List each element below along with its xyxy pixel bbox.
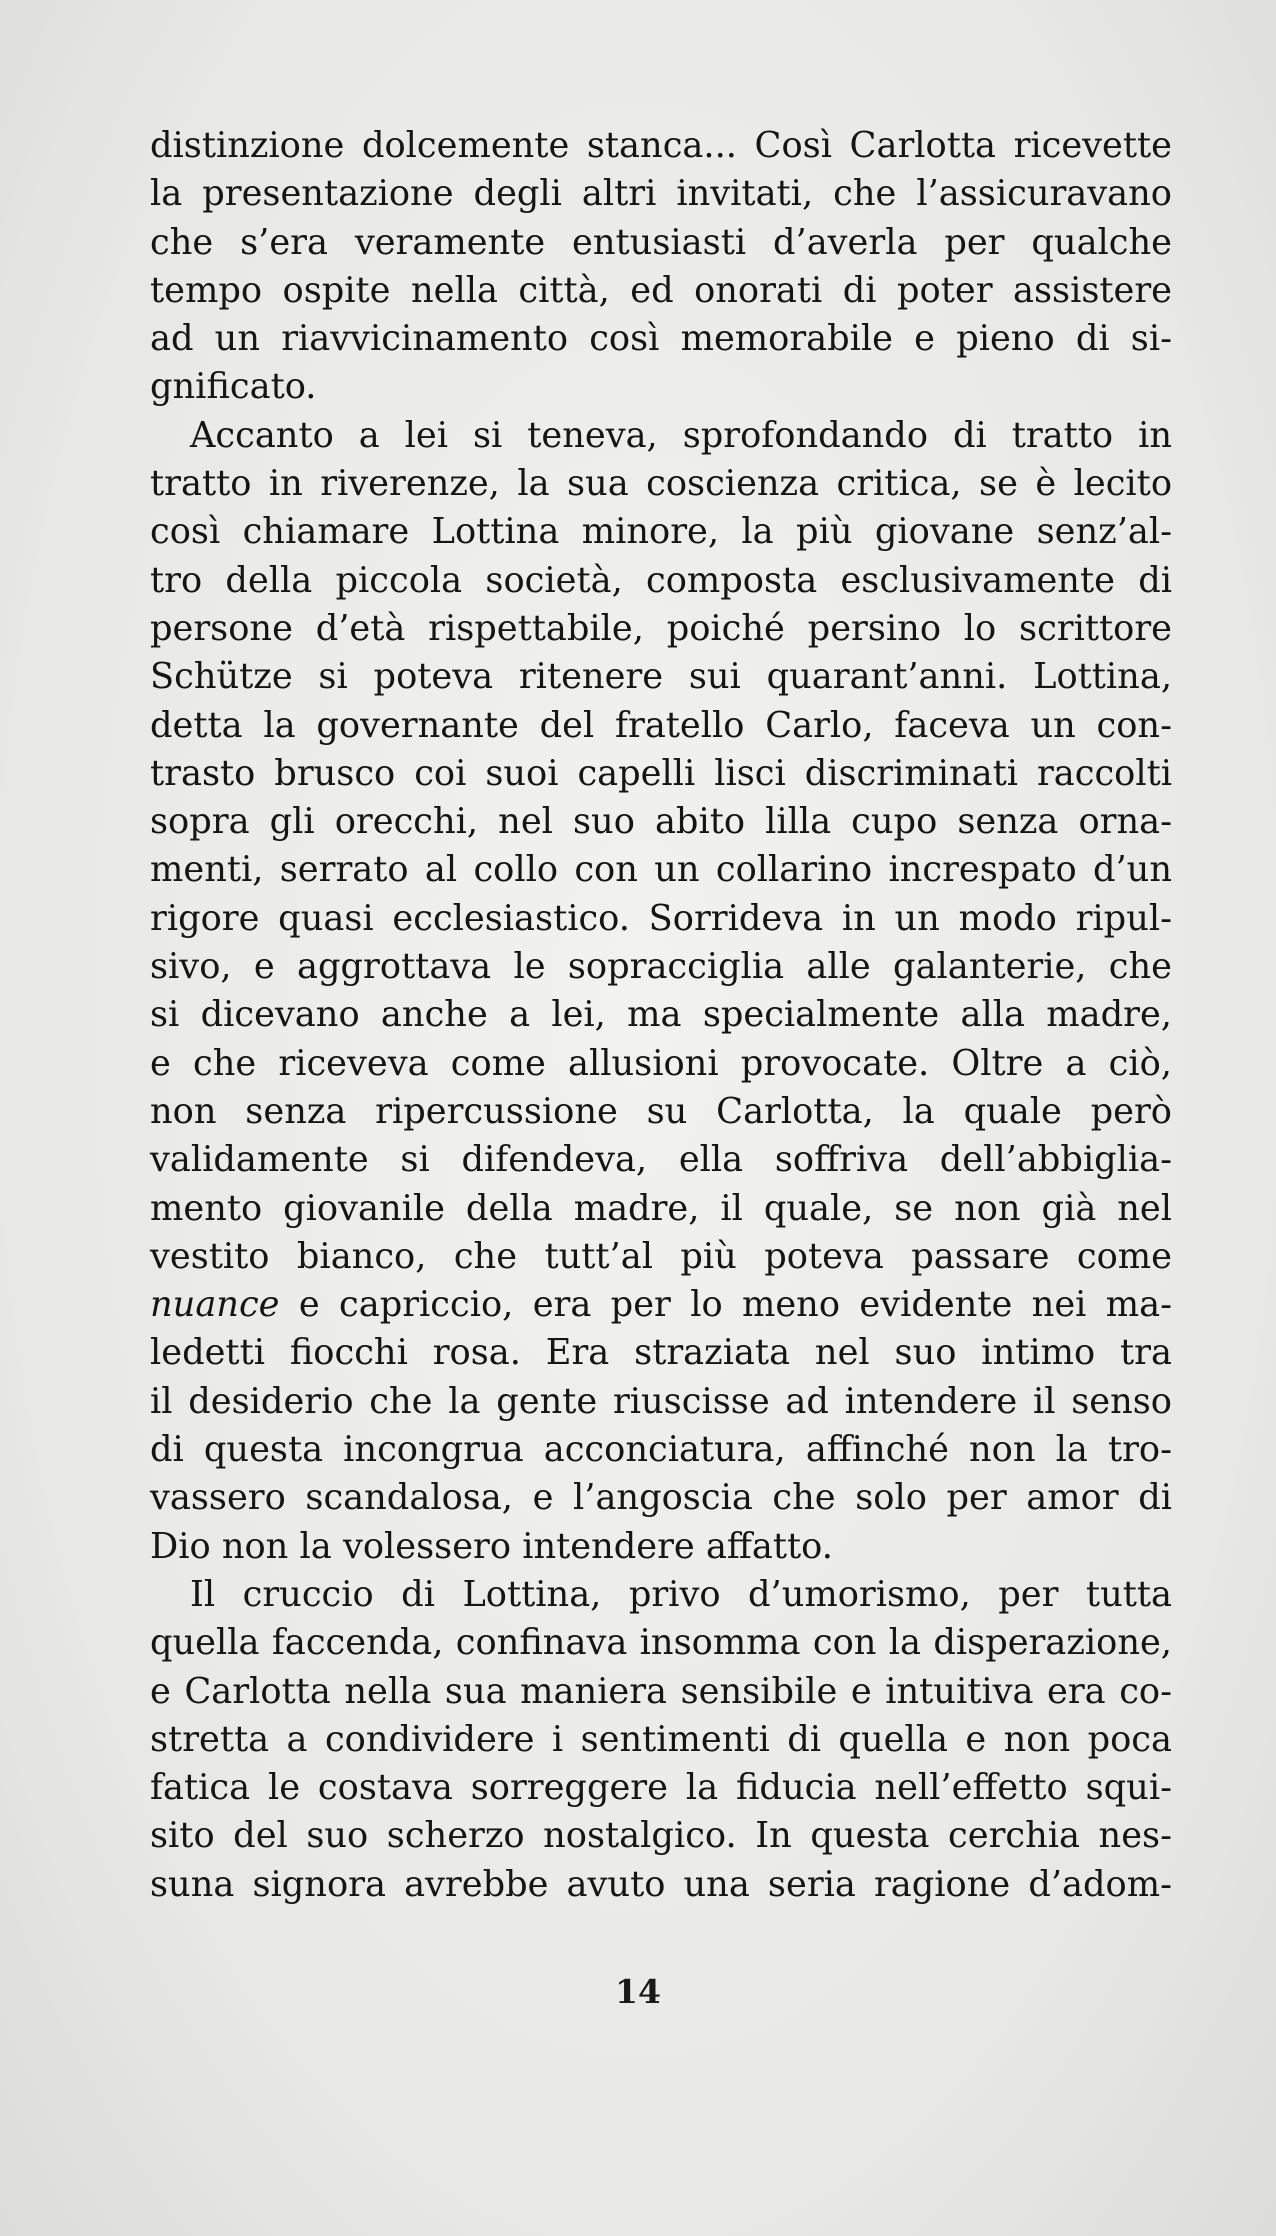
text-line: trasto brusco coi suoi capelli lisci discriminati raccolti bbox=[150, 752, 1172, 794]
body-text bbox=[150, 122, 1172, 1909]
text-line: non senza ripercussione su Carlotta, la quale però bbox=[150, 1090, 1172, 1132]
text-line: Accanto a lei si teneva, sprofondando di tratto in bbox=[190, 414, 1172, 456]
text-line: e che riceveva come allusioni provocate. Oltre a ciò, bbox=[150, 1042, 1172, 1084]
text-line: nuance e capriccio, era per lo meno evidente nei ma- bbox=[150, 1284, 1172, 1326]
text-line: vestito bianco, che tutt’al più poteva passare come bbox=[150, 1235, 1172, 1277]
text-line: suna signora avrebbe avuto una seria ragione d’adom- bbox=[150, 1863, 1172, 1905]
paragraph bbox=[150, 412, 1172, 1571]
text-line: distinzione dolcemente stanca... Così Carlotta ricevette bbox=[150, 125, 1172, 166]
text-line: detta la governante del fratello Carlo, faceva un con- bbox=[150, 704, 1172, 746]
text-line: sito del suo scherzo nostalgico. In questa cerchia nes- bbox=[150, 1815, 1172, 1857]
text-line: fatica le costava sorreggere la fiducia nell’effetto squi- bbox=[150, 1767, 1172, 1809]
text-line: si dicevano anche a lei, ma specialmente alla madre, bbox=[150, 994, 1172, 1036]
text-line: ledetti fiocchi rosa. Era straziata nel suo intimo tra bbox=[150, 1332, 1172, 1374]
text-line: il desiderio che la gente riuscisse ad intendere il senso bbox=[150, 1380, 1172, 1422]
text-line: così chiamare Lottina minore, la più giovane senz’al- bbox=[150, 511, 1172, 553]
paragraph bbox=[150, 122, 1172, 412]
text-line: Dio non la volessero intendere affatto. bbox=[150, 1525, 833, 1567]
text-line: tro della piccola società, composta esclusivamente di bbox=[150, 559, 1172, 601]
text-line: tratto in riverenze, la sua coscienza critica, se è lecito bbox=[150, 463, 1172, 505]
text-line: e Carlotta nella sua maniera sensibile e intuitiva era co- bbox=[150, 1670, 1172, 1712]
text-line: menti, serrato al collo con un collarino increspato d’un bbox=[150, 849, 1172, 891]
text-line: sivo, e aggrottava le sopracciglia alle galanterie, che bbox=[150, 946, 1172, 988]
paragraph bbox=[150, 1571, 1172, 1909]
text-line: che s’era veramente entusiasti d’averla per qualche bbox=[150, 221, 1172, 263]
text-line: gnificato. bbox=[150, 366, 317, 408]
italic-word: nuance bbox=[150, 1284, 280, 1326]
text-line: di questa incongrua acconciatura, affinché non la tro- bbox=[150, 1429, 1172, 1471]
text-line: ad un riavvicinamento così memorabile e pieno di si- bbox=[150, 318, 1172, 360]
page-number: 14 bbox=[615, 1972, 661, 2011]
text-line: Il cruccio di Lottina, privo d’umorismo, per tutta bbox=[190, 1573, 1172, 1615]
text-line: vassero scandalosa, e l’angoscia che solo per amor di bbox=[150, 1477, 1172, 1519]
text-line: la presentazione degli altri invitati, che l’assicuravano bbox=[150, 173, 1172, 215]
text-line: stretta a condividere i sentimenti di quella e non poca bbox=[150, 1718, 1172, 1760]
text-line: validamente si difendeva, ella soffriva dell’abbiglia- bbox=[150, 1139, 1172, 1181]
text-line: quella faccenda, confinava insomma con la disperazione, bbox=[150, 1622, 1172, 1664]
text-line: sopra gli orecchi, nel suo abito lilla cupo senza orna- bbox=[150, 801, 1172, 843]
text-line: persone d’età rispettabile, poiché persino lo scrittore bbox=[150, 607, 1172, 649]
text-line: mento giovanile della madre, il quale, se non già nel bbox=[150, 1187, 1172, 1229]
text-line: tempo ospite nella città, ed onorati di poter assistere bbox=[150, 269, 1172, 311]
text-line: rigore quasi ecclesiastico. Sorrideva in un modo ripul- bbox=[150, 897, 1172, 939]
text-line: Schütze si poteva ritenere sui quarant’anni. Lottina, bbox=[150, 656, 1172, 698]
